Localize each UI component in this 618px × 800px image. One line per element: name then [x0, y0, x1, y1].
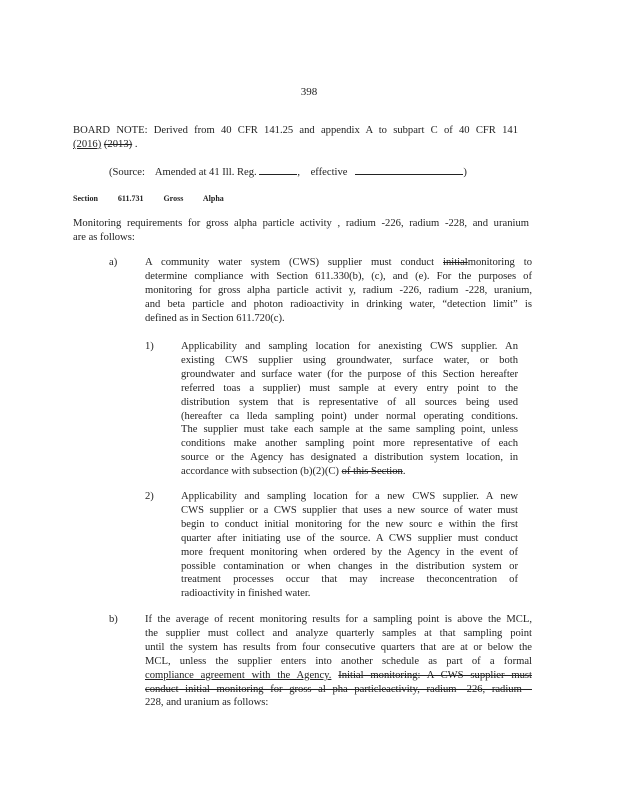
section-title-1: Gross	[163, 194, 184, 203]
inserted-compliance-text: compliance agreement with the Agency.	[145, 669, 332, 681]
para-b-label: b)	[109, 614, 118, 625]
para-b-line-5	[145, 669, 532, 683]
board-note-line-2	[73, 138, 518, 152]
deleted-year: (2013)	[103, 138, 133, 150]
para-b-line: until the system has results from four consecutive quarters that are at or below the	[145, 641, 532, 653]
para-a-line-5: defined as in Section 611.720(c).	[145, 312, 285, 324]
para-1-line: existing CWS supplier using groundwater, surface water, or both	[181, 354, 518, 366]
page-number: 398	[300, 86, 318, 98]
intro-line-2: are as follows:	[73, 231, 135, 243]
para-1-line: source or the Agency has designated a distribution system location, in	[181, 452, 518, 464]
para-1-label: 1)	[145, 341, 154, 352]
source-open: (Source:	[109, 167, 145, 178]
deleted-gross-alpha-text: conduct initial monitoring for gross al pha particleactivity, radium -226, radium -	[145, 683, 532, 695]
para-a-line-1: A community water system (CWS) supplier must conduct initialmonitoring to	[145, 257, 532, 268]
para-a-line-2: determine compliance with Section 611.330(b), (c), and (e). For the purposes of	[145, 270, 532, 282]
para-2-label: 2)	[145, 491, 154, 502]
para-a-label: a)	[109, 257, 118, 268]
para-2-line: quarter after initiating use of the source. A CWS supplier must conduct	[181, 532, 518, 544]
para-2	[181, 490, 518, 601]
para-1-line: groundwater and surface water (for the purpose of this Section hereafter	[181, 368, 518, 380]
para-2-line: begin to conduct initial monitoring for the new sourc e within the first	[181, 518, 518, 530]
para-1-line: conditions make another sampling point more representative of each	[181, 438, 518, 450]
intro-paragraph	[73, 217, 529, 245]
intro-line-1: Monitoring requirements for gross alpha particle activity , radium -226, radium -228, and uranium	[73, 218, 529, 229]
para-2-line: possible contamination or when changes in the distribution system or	[181, 560, 518, 572]
section-label: Section	[73, 194, 98, 203]
board-note-text: Derived from 40 CFR 141.25 and appendix A to subpart C of 40 CFR 141	[153, 125, 518, 136]
source-close: )	[463, 167, 467, 178]
board-note-label: BOARD NOTE:	[73, 125, 148, 136]
board-note-end: .	[134, 138, 138, 150]
para-2-line: treatment processes occur that may increase theconcentration of	[181, 574, 518, 586]
para-2-line: Applicability and sampling location for a new CWS supplier. A new	[181, 491, 518, 502]
para-1-line: (hereafter ca lleda sampling point) under normal operating conditions.	[181, 410, 518, 422]
deleted-this-section: of this Section	[341, 466, 403, 478]
para-2-line: CWS supplier or a CWS supplier that uses a new source of water must	[181, 504, 518, 516]
para-b	[145, 613, 532, 710]
board-note	[73, 124, 518, 152]
para-b-line: the supplier must collect and analyze quarterly samples at that sampling point	[145, 627, 532, 639]
para-1-last-line: accordance with subsection (b)(2)(C) of this Section.	[181, 466, 406, 478]
source-effective: effective	[310, 167, 348, 178]
section-title-2: Alpha	[202, 194, 224, 203]
para-2-last-line: radioactivity in finished water.	[181, 588, 311, 600]
source-note	[109, 165, 509, 180]
para-1-line: distribution system that is representative of all sources being used	[181, 396, 518, 408]
para-1-line: Applicability and sampling location for anexisting CWS supplier. An	[181, 341, 518, 352]
para-2-line: more frequent monitoring when ordered by the Agency in the event of	[181, 546, 518, 558]
para-a-line-4: and beta particle and photon radioactivity in drinking water, “detection limit” is	[145, 298, 532, 310]
effective-date-blank	[355, 165, 463, 175]
source-text: Amended at 41 Ill. Reg.	[154, 167, 257, 178]
para-b-line: MCL, unless the supplier enters into another schedule as part of a formal	[145, 655, 532, 667]
section-heading	[73, 194, 242, 203]
para-a	[145, 256, 532, 326]
para-1-line: The supplier must take each sample at the same sampling point, unless	[181, 424, 518, 436]
source-comma: ,	[297, 167, 301, 178]
deleted-initial-monitoring-text: Initial monitoring: A CWS supplier must	[338, 669, 532, 681]
deleted-initial: initial	[443, 257, 468, 268]
para-1-line: referred toas a supplier) must sample at every entry point to the	[181, 382, 518, 394]
board-note-line-1	[73, 124, 518, 138]
section-number: 611.731	[117, 194, 144, 203]
para-a-line-3: monitoring for gross alpha particle activit y, radium -226, radium -228, uranium,	[145, 284, 532, 296]
reg-page-blank	[259, 165, 297, 175]
inserted-year: (2016)	[73, 138, 102, 150]
para-b-line-7: 228, and uranium as follows:	[145, 697, 269, 709]
para-b-line: If the average of recent monitoring results for a sampling point is above the MCL,	[145, 614, 532, 625]
para-1	[181, 340, 518, 479]
